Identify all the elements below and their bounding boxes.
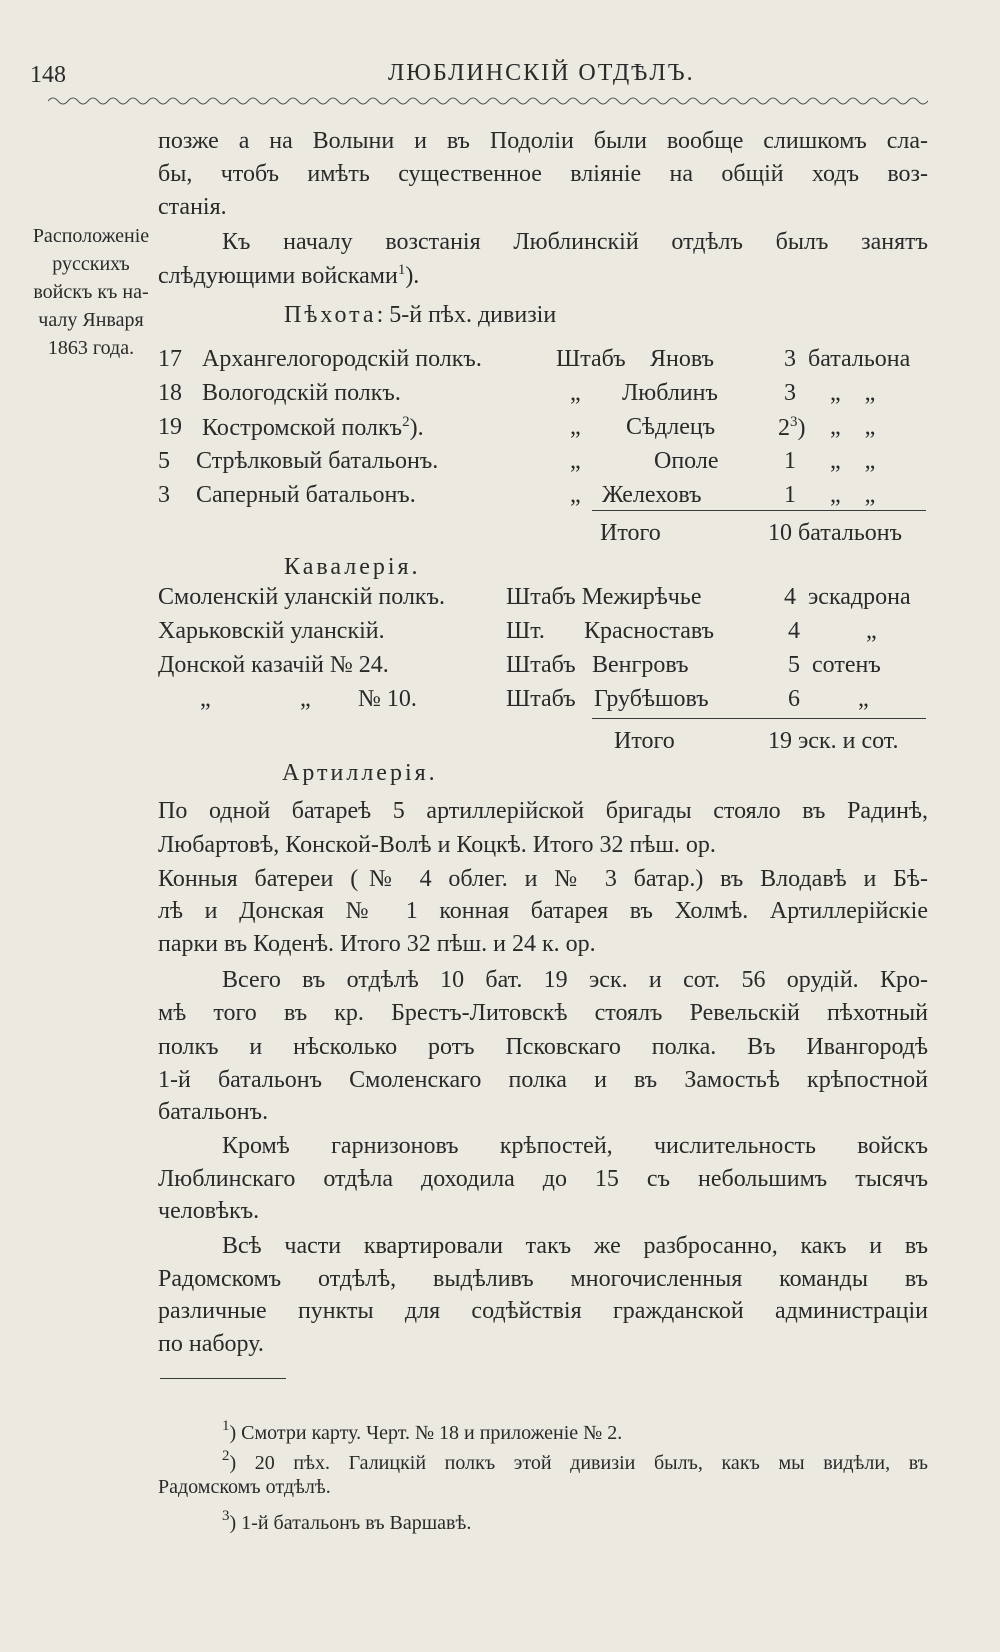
table-cell-count: 6 [788, 686, 800, 712]
table-cell-num: 17 [158, 346, 182, 372]
table-cell-num: 18 [158, 380, 182, 406]
summary-line: мѣ того въ кр. Брестъ-Литовскѣ стоялъ Ревельскій пѣхотный [158, 1000, 928, 1026]
table-cell-unit: № 10. [358, 686, 417, 712]
ditto-mark: „ [300, 686, 311, 712]
table-cell-what: „ „ [830, 414, 876, 440]
table-cell-unit: Смоленскій уланскій полкъ. [158, 584, 445, 610]
table-cell-unit: Донской казачій № 24. [158, 652, 389, 678]
table-cell-place: Люблинъ [622, 380, 718, 406]
quarters-line: различные пункты для содѣйствія гражданской администраціи [158, 1298, 928, 1324]
infantry-heading: Пѣхота: 5-й пѣх. дивизіи [284, 302, 557, 328]
footnote-rule [160, 1378, 286, 1379]
garrison-line: Кромѣ гарнизоновъ крѣпостей, числительность войскъ [222, 1133, 928, 1159]
intro-line: позже а на Волыни и въ Подоліи были вообще слишкомъ сла- [158, 128, 928, 154]
running-head: ЛЮБЛИНСКІЙ ОТДѢЛЪ. [388, 60, 695, 86]
table-cell-place: Венгровъ [592, 652, 689, 678]
quarters-line: по набору. [158, 1331, 264, 1357]
quarters-line: Всѣ части квартировали такъ же разбросанно, какъ и въ [222, 1233, 928, 1259]
table-cell-what: „ [866, 618, 877, 644]
total-rule [592, 510, 926, 511]
intro-line: станія. [158, 194, 227, 220]
table-cell-unit: Костромской полкъ$^2$). [202, 414, 424, 441]
cavalry-total-label: Итого [614, 728, 675, 754]
table-cell-what: „ [858, 686, 869, 712]
table-cell-count: 3 [784, 380, 796, 406]
table-cell-hq: „ [570, 482, 581, 508]
artillery-line: парки въ Коденѣ. Итого 32 пѣш. и 24 к. ор. [158, 931, 596, 957]
table-cell-unit: Архангелогородскій полкъ. [202, 346, 482, 372]
para-line: Къ началу возстанія Люблинскій отдѣлъ былъ занятъ [222, 229, 928, 255]
table-cell-count: $2^3$) [778, 414, 806, 441]
infantry-total-label: Итого [600, 520, 661, 546]
wavy-rule [48, 94, 928, 108]
table-cell-what: батальона [808, 346, 911, 372]
table-cell-hq: Штабъ Межирѣчье [506, 584, 702, 610]
table-cell-hq: „ [570, 380, 581, 406]
cavalry-total-value: 19 эск. и сот. [768, 728, 899, 754]
table-cell-num: 3 [158, 482, 170, 508]
table-cell-unit: Стрѣлковый батальонъ. [196, 448, 439, 474]
summary-line: полкъ и нѣсколько ротъ Псковскаго полка. Въ Ивангородѣ [158, 1034, 928, 1060]
table-cell-place: Яновъ [650, 346, 714, 372]
artillery-line: По одной батареѣ 5 артиллерійской бригады стояло въ Радинѣ, [158, 798, 928, 824]
table-cell-place: Ополе [654, 448, 719, 474]
table-cell-unit: Харьковскій уланскій. [158, 618, 385, 644]
table-cell-what: эскадрона [808, 584, 911, 610]
table-cell-what: сотенъ [812, 652, 881, 678]
footnote: $^2$) 20 пѣх. Галицкій полкъ этой дивизіи былъ, какъ мы видѣли, въ [222, 1448, 928, 1474]
summary-line: 1-й батальонъ Смоленскаго полка и въ Замостьѣ крѣпостной [158, 1067, 928, 1093]
table-cell-count: 1 [784, 482, 796, 508]
summary-line: батальонъ. [158, 1099, 269, 1125]
table-cell-place: Желеховъ [602, 482, 702, 508]
footnote-continuation: Радомскомъ отдѣлѣ. [158, 1476, 331, 1498]
garrison-line: Люблинскаго отдѣла доходила до 15 съ небольшимъ тысячъ [158, 1166, 928, 1192]
table-cell-count: 4 [788, 618, 800, 644]
table-cell-num: 19 [158, 414, 182, 440]
footnote: $^3$) 1-й батальонъ въ Варшавѣ. [222, 1508, 472, 1534]
table-cell-hq: Шт. [506, 618, 545, 644]
table-cell-unit: Вологодскій полкъ. [202, 380, 401, 406]
garrison-line: человѣкъ. [158, 1198, 260, 1224]
intro-line: бы, чтобъ имѣть существенное вліяніе на общій ходъ воз- [158, 161, 928, 187]
artillery-line: лѣ и Донская № 1 конная батарея въ Холмѣ. Артиллерійскіе [158, 898, 928, 924]
table-cell-place: Грубѣшовъ [594, 686, 709, 712]
table-cell-count: 4 [784, 584, 796, 610]
table-cell-unit: Саперный батальонъ. [196, 482, 416, 508]
footnote: $^1$) Смотри карту. Черт. № 18 и приложеніе № 2. [222, 1418, 623, 1444]
table-cell-what: „ „ [830, 482, 876, 508]
table-cell-num: 5 [158, 448, 170, 474]
artillery-heading: Артиллерія. [282, 760, 438, 786]
table-cell-hq: „ [570, 448, 581, 474]
table-cell-hq: „ [570, 414, 581, 440]
total-rule [592, 718, 926, 719]
table-cell-what: „ „ [830, 448, 876, 474]
table-cell-hq: Штабъ [556, 346, 626, 372]
cavalry-heading: Кавалерія. [284, 554, 421, 580]
table-cell-count: 1 [784, 448, 796, 474]
table-cell-hq: Штабъ [506, 686, 576, 712]
infantry-total-value: 10 батальонъ [768, 520, 903, 546]
table-cell-hq: Штабъ [506, 652, 576, 678]
table-cell-count: 5 [788, 652, 800, 678]
artillery-line: Конныя батереи (№ 4 облег. и № 3 батар.) въ Влодавѣ и Бѣ- [158, 866, 928, 892]
table-cell-count: 3 [784, 346, 796, 372]
table-cell-place: Сѣдлецъ [626, 414, 716, 440]
quarters-line: Радомскомъ отдѣлѣ, выдѣливъ многочисленныя команды въ [158, 1266, 928, 1292]
para-line: слѣдующими войсками$^1$). [158, 262, 420, 289]
artillery-line: Любартовѣ, Конской-Волѣ и Коцкѣ. Итого 32 пѣш. ор. [158, 832, 716, 858]
page-number: 148 [30, 62, 66, 88]
table-cell-what: „ „ [830, 380, 876, 406]
ditto-mark: „ [200, 686, 211, 712]
margin-note: Расположеніе русскихъ войскъ къ на-чалу Января 1863 года. [32, 225, 150, 359]
summary-line: Всего въ отдѣлѣ 10 бат. 19 эск. и сот. 56 орудій. Кро- [222, 967, 928, 993]
table-cell-place: Красноставъ [584, 618, 714, 644]
